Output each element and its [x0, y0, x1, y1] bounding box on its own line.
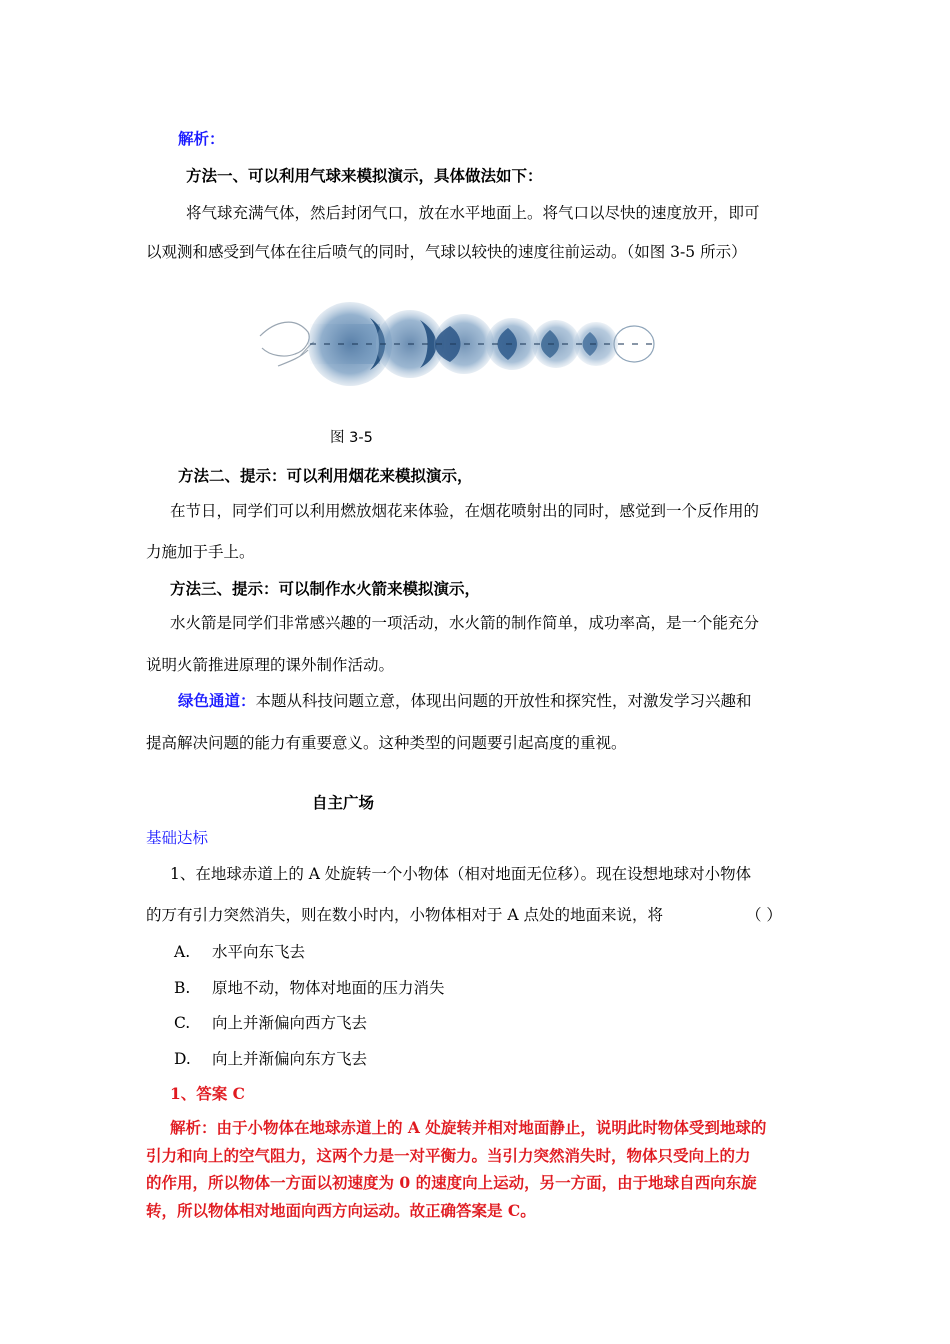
green-channel-line1 [178, 689, 752, 711]
analysis-label: 解析： [178, 129, 225, 148]
method3-text-line2: 说明火箭推进原理的课外制作活动。 [146, 656, 395, 674]
answer-explanation-line3: 的作用，所以物体一方面以初速度为 0 的速度向上运动，另一方面，由于地球自西向东旋 [146, 1173, 757, 1192]
method2-text-line1: 在节日，同学们可以利用燃放烟花来体验，在烟花喷射出的同时，感觉到一个反作用的 [170, 502, 760, 520]
option-b [174, 976, 445, 998]
method3-heading: 方法三、提示：可以制作水火箭来模拟演示， [170, 579, 481, 598]
answer-bracket: （ ） [746, 906, 782, 924]
question-line1: 1、在地球赤道上的 A 处旋转一个小物体（相对地面无位移）。现在设想地球对小物体 [170, 865, 752, 883]
subsection-title: 基础达标 [146, 829, 209, 847]
option-text: 向上并渐偏向西方飞去 [212, 1014, 368, 1032]
method3-text-line1: 水火箭是同学们非常感兴趣的一项活动，水火箭的制作简单，成功率高，是一个能充分 [170, 614, 760, 632]
balloon-figure [250, 296, 670, 392]
section-title: 自主广场 [312, 793, 375, 812]
option-d [174, 1047, 367, 1069]
method2-heading: 方法二、提示：可以利用烟花来模拟演示， [178, 466, 473, 485]
figure-caption: 图 3-5 [330, 430, 373, 446]
option-letter: C. [174, 1014, 191, 1032]
option-letter: A. [174, 943, 191, 961]
green-channel-text-line2: 提高解决问题的能力有重要意义。这种类型的问题要引起高度的重视。 [146, 734, 627, 752]
option-text: 原地不动，物体对地面的压力消失 [212, 979, 445, 997]
option-text: 水平向东飞去 [212, 943, 306, 961]
method1-text-line2: 以观测和感受到气体在往后喷气的同时，气球以较快的速度往前运动。（如图 3-5 所示） [146, 243, 747, 261]
method1-heading: 方法一、可以利用气球来模拟演示，具体做法如下： [186, 166, 543, 185]
answer-explanation-line1: 解析：由于小物体在地球赤道上的 A 处旋转并相对地面静止，说明此时物体受到地球的 [170, 1118, 767, 1137]
question-line2: 的万有引力突然消失，则在数小时内，小物体相对于 A 点处的地面来说，将 [146, 906, 664, 924]
method1-text-line1: 将气球充满气体，然后封闭气口，放在水平地面上。将气口以尽快的速度放开，即可 [186, 204, 760, 222]
option-letter: D. [174, 1050, 191, 1068]
option-text: 向上并渐偏向东方飞去 [212, 1050, 368, 1068]
green-channel-text-line1: 本题从科技问题立意，体现出问题的开放性和探究性，对激发学习兴趣和 [255, 692, 752, 710]
option-letter: B. [174, 979, 191, 997]
answer-explanation-line2: 引力和向上的空气阻力，这两个力是一对平衡力。当引力突然消失时，物体只受向上的力 [146, 1146, 751, 1165]
option-c [174, 1011, 367, 1033]
answer-explanation-line4: 转，所以物体相对地面向西方向运动。故正确答案是 C。 [146, 1201, 536, 1220]
green-channel-label: 绿色通道： [178, 691, 256, 710]
method2-text-line2: 力施加于手上。 [146, 543, 255, 561]
balloon-illustration [250, 296, 670, 392]
answer-label: 1、答案 C [170, 1084, 246, 1103]
option-a [174, 940, 305, 962]
